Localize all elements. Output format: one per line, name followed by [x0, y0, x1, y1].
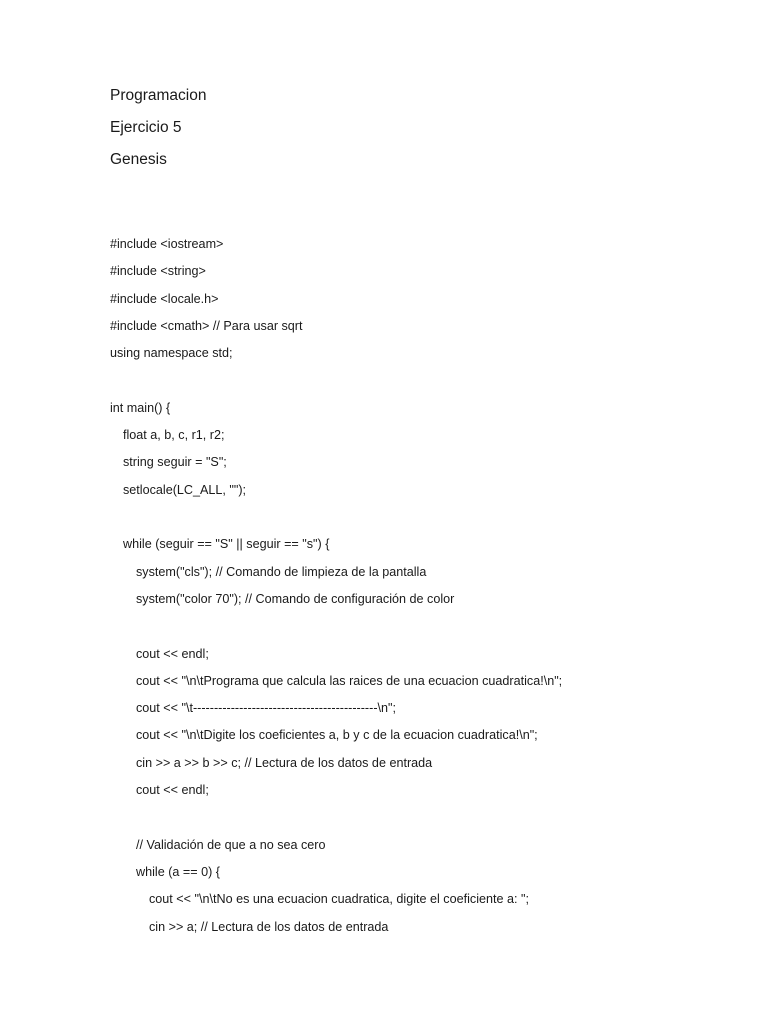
code-line: #include <locale.h>	[110, 291, 219, 306]
code-line: setlocale(LC_ALL, "");	[123, 482, 247, 497]
code-line: // Validación de que a no sea cero	[136, 837, 326, 852]
code-line: while (seguir == "S" || seguir == "s") {	[123, 537, 330, 552]
code-line: system("cls"); // Comando de limpieza de la pantalla	[136, 564, 427, 579]
code-line: string seguir = "S";	[123, 455, 227, 470]
code-line: using namespace std;	[110, 346, 233, 361]
code-line: cout << "\t--------------------------------------------\n";	[136, 701, 396, 716]
code-line: cout << "\n\tNo es una ecuacion cuadratica, digite el coeficiente a: ";	[149, 892, 529, 907]
code-line: system("color 70"); // Comando de configuración de color	[136, 591, 455, 606]
code-line: #include <iostream>	[110, 237, 224, 251]
doc-title: Programacion	[110, 87, 207, 104]
code-line: cin >> a >> b >> c; // Lectura de los datos de entrada	[136, 755, 433, 770]
code-line: cout << endl;	[136, 783, 209, 797]
code-line: cout << endl;	[136, 646, 209, 661]
code-line: cout << "\n\tPrograma que calcula las raices de una ecuacion cuadratica!\n";	[136, 673, 563, 688]
code-line: float a, b, c, r1, r2;	[123, 428, 225, 443]
code-line: int main() {	[110, 400, 171, 415]
doc-exercise: Ejercicio 5	[110, 119, 182, 136]
doc-author: Genesis	[110, 151, 167, 168]
code-line: #include <string>	[110, 264, 206, 279]
code-line: while (a == 0) {	[136, 864, 221, 879]
code-line: cin >> a; // Lectura de los datos de entrada	[149, 919, 389, 934]
code-line: #include <cmath> // Para usar sqrt	[110, 318, 303, 333]
code-line: cout << "\n\tDigite los coeficientes a, b y c de la ecuacion cuadratica!\n";	[136, 728, 538, 743]
